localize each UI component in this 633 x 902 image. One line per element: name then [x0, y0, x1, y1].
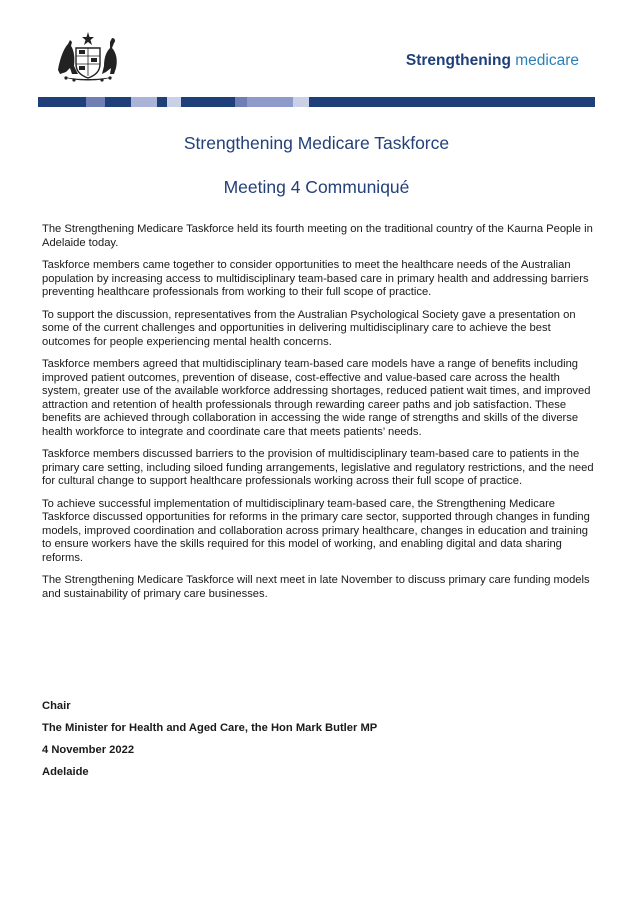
document-body: [42, 223, 595, 610]
paragraph: To achieve successful implementation of multidisciplinary team-based care, the Strengthening Medicare Taskforce discussed opportunities for reforms in the primary care sector, supported through changes in funding models, improved coordination and collaboration across primary healthcare, changes in education and training to ensure workers have the skills required for this model of working, and enabling digital and data sharing reforms.: [42, 497, 590, 564]
brand-light-text: medicare: [515, 52, 579, 69]
brand-bold-text: Strengthening: [405, 52, 511, 69]
signature-place: Adelaide: [42, 766, 89, 778]
document-title: Strengthening Medicare Taskforce: [183, 133, 450, 153]
paragraph: Taskforce members discussed barriers to the provision of multidisciplinary team-based care to patients in the primary care setting, including siloed funding arrangements, legislative and regulatory restrictions, and the need for cultural change to support healthcare professionals working across their full scope of practice.: [42, 448, 594, 487]
document-subtitle: Meeting 4 Communiqué: [223, 177, 410, 197]
paragraph: The Strengthening Medicare Taskforce held its fourth meeting on the traditional country of the Kaurna People in Adelaide today.: [42, 223, 593, 249]
paragraph: The Strengthening Medicare Taskforce will next meet in late November to discuss primary care funding models and sustainability of primary care businesses.: [42, 574, 590, 600]
signatory-name: The Minister for Health and Aged Care, the Hon Mark Butler MP: [42, 722, 378, 734]
signature-block: [42, 698, 377, 786]
header-color-band: [38, 97, 595, 107]
paragraph: To support the discussion, representatives from the Australian Psychological Society gave a presentation on some of the current challenges and opportunities in delivering multidisciplinary care to achieve the best outcomes for people experiencing mental health concerns.: [42, 308, 576, 348]
coat-of-arms-icon: [52, 30, 124, 84]
paragraph: Taskforce members agreed that multidisciplinary team-based care models have a range of benefits including improved patient outcomes, prevention of disease, cost-effective and value-based care across the health system, greater use of the available workforce addressing shortages, reduced patient wait times, and improved attraction and retention of health professionals through rewarding career paths and job satisfaction. These benefits are achieved through collaboration in accessing the wide range of strengths and skills of the diverse health workforce to integrate and coordinate care that meets patients’ needs.: [42, 358, 591, 438]
paragraph: Taskforce members came together to consider opportunities to meet the healthcare needs of the Australian population by increasing access to multidisciplinary team-based care in primary health and addressing barriers preventing healthcare professionals from working to their full scope of practice.: [42, 259, 589, 298]
signature-date: 4 November 2022: [42, 744, 135, 756]
brand-logo: [406, 52, 579, 70]
signatory-role: Chair: [42, 700, 71, 712]
